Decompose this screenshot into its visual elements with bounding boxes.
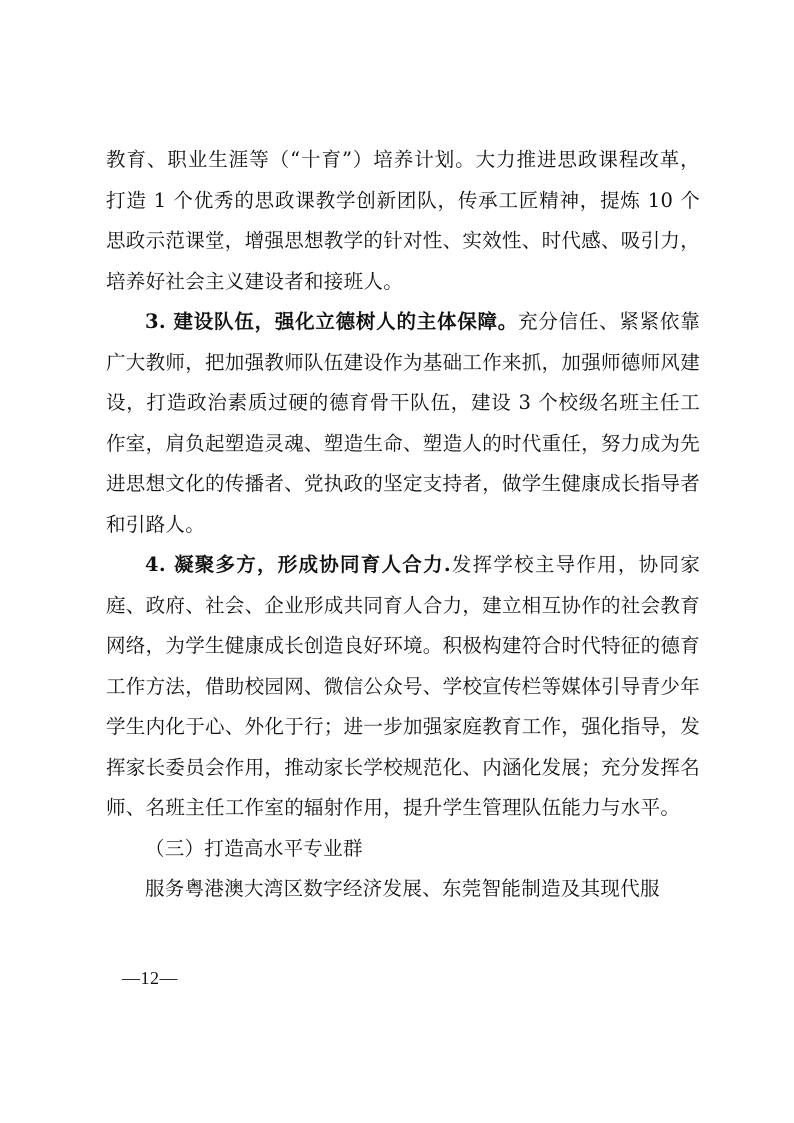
page-number: —12— bbox=[122, 968, 178, 988]
paragraph-2 bbox=[106, 302, 700, 545]
paragraph-3-lead: 4. 凝聚多方，形成协同育人合力. bbox=[145, 553, 451, 576]
paragraph-4 bbox=[106, 869, 700, 910]
paragraph-4-text: 服务粤港澳大湾区数字经济发展、东莞智能制造及其现代服 bbox=[145, 877, 660, 900]
body-text bbox=[106, 140, 700, 910]
paragraph-2-lead: 3. 建设队伍，强化立德树人的主体保障。 bbox=[145, 310, 519, 333]
paragraph-2-text: 充分信任、紧紧依靠广大教师，把加强教师队伍建设作为基础工作来抓，加强师德师风建设，打造政治素质过硬的德育骨干队伍，建设 3 个校级名班主任工作室，肩负起塑造灵魂、塑造生命、塑造人的时代重任，努力成为先进思想文化的传播者、党执政的坚定支持者，做学生健康成长指导者和引路人。 bbox=[106, 310, 701, 536]
paragraph-1 bbox=[106, 140, 700, 302]
paragraph-3-text: 发挥学校主导作用，协同家庭、政府、社会、企业形成共同育人合力，建立相互协作的社会教育网络，为学生健康成长创造良好环境。积极构建符合时代特征的德育工作方法，借助校园网、微信公众号、学校宣传栏等媒体引导青少年学生内化于心、外化于行；进一步加强家庭教育工作，强化指导，发挥家长委员会作用，推动家长学校规范化、内涵化发展；充分发挥名师、名班主任工作室的辐射作用，提升学生管理队伍能力与水平。 bbox=[106, 553, 701, 819]
paragraph-3 bbox=[106, 545, 700, 829]
paragraph-1-text: 教育、职业生涯等（“十育”）培养计划。大力推进思政课程改革，打造 1 个优秀的思政课教学创新团队，传承工匠精神，提炼 10 个思政示范课堂，增强思想教学的针对性、实效性、时代感、吸引力，培养好社会主义建设者和接班人。 bbox=[106, 148, 701, 293]
section-heading: （三）打造高水平专业群 bbox=[145, 836, 363, 860]
